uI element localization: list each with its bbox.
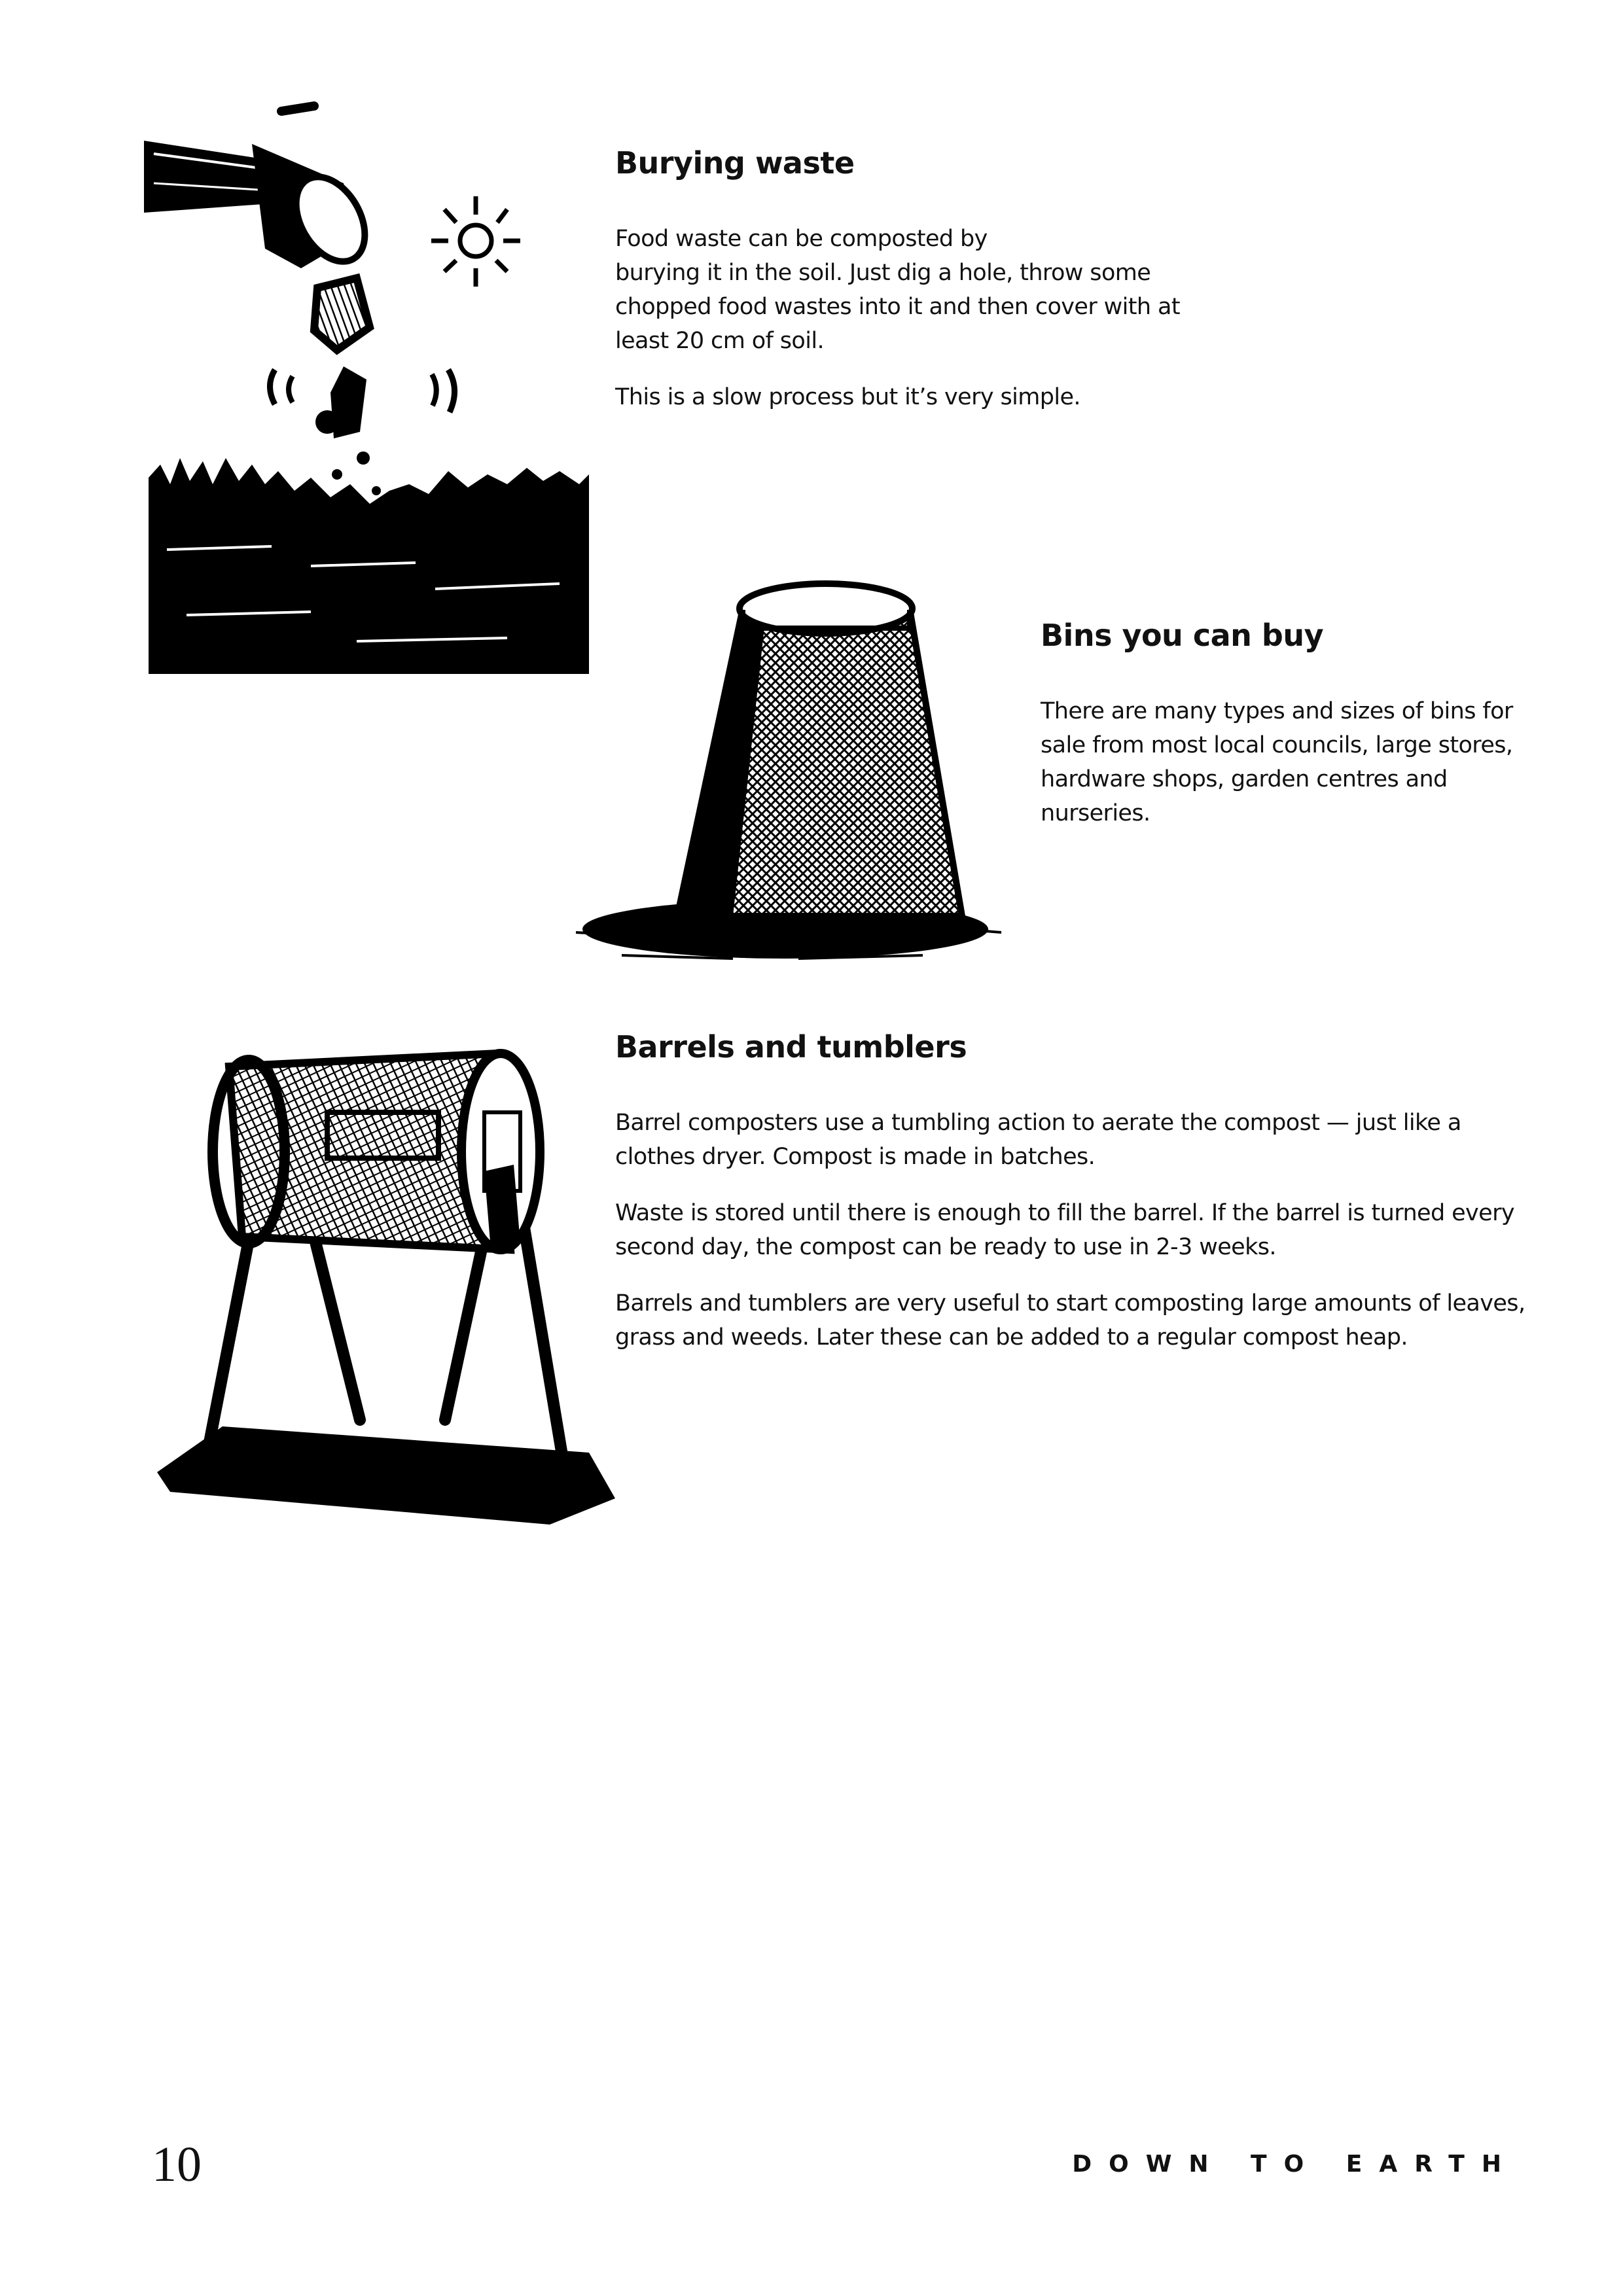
bins-line-3: hardware shops, garden centres and	[1041, 766, 1448, 793]
sun-icon	[431, 196, 520, 287]
burying-waste-paragraph-1	[615, 222, 1466, 358]
publication-title: DOWN TO EARTH	[1072, 2151, 1518, 2178]
burying-waste-heading: Burying waste	[615, 145, 855, 181]
barrels-p3-line-2: grass and weeds. Later these can be added to a regular compost heap.	[615, 1324, 1408, 1351]
barrels-p1-line-2: clothes dryer. Compost is made in batches.	[615, 1144, 1096, 1171]
barrels-heading: Barrels and tumblers	[615, 1029, 967, 1065]
bins-paragraph	[1041, 694, 1538, 830]
bins-line-1: There are many types and sizes of bins for	[1041, 698, 1513, 725]
bins-heading: Bins you can buy	[1041, 618, 1324, 653]
barrels-p3-line-1: Barrels and tumblers are very useful to start composting large amounts of leaves,	[615, 1290, 1525, 1317]
barrels-p2-line-1: Waste is stored until there is enough to fill the barrel. If the barrel is turned every	[615, 1200, 1514, 1227]
barrels-paragraph-1	[615, 1106, 1531, 1174]
barrels-section	[615, 1029, 1531, 1377]
bins-line-4: nurseries.	[1041, 800, 1150, 827]
compost-bin-illustration	[569, 576, 1014, 995]
barrel-tumbler-illustration	[144, 1001, 628, 1525]
bins-section	[1041, 618, 1538, 853]
burying-waste-line-2: burying it in the soil. Just dig a hole, throw some	[615, 260, 1151, 287]
burying-waste-line-3: chopped food wastes into it and then cover with at	[615, 294, 1180, 321]
burying-waste-line-1: Food waste can be composted by	[615, 226, 988, 253]
page-number: 10	[152, 2137, 202, 2192]
barrels-paragraph-2	[615, 1196, 1531, 1264]
burying-waste-illustration	[141, 92, 599, 680]
burying-waste-para2-line: This is a slow process but it’s very simple.	[615, 384, 1080, 411]
burying-waste-paragraph-2	[615, 380, 1466, 414]
barrels-p1-line-1: Barrel composters use a tumbling action to aerate the compost — just like a	[615, 1110, 1461, 1137]
barrels-paragraph-3	[615, 1286, 1531, 1354]
bins-line-2: sale from most local councils, large stores,	[1041, 732, 1513, 759]
barrels-p2-line-2: second day, the compost can be ready to use in 2-3 weeks.	[615, 1234, 1276, 1261]
burying-waste-line-4: least 20 cm of soil.	[615, 328, 824, 355]
burying-waste-section	[615, 145, 1466, 436]
